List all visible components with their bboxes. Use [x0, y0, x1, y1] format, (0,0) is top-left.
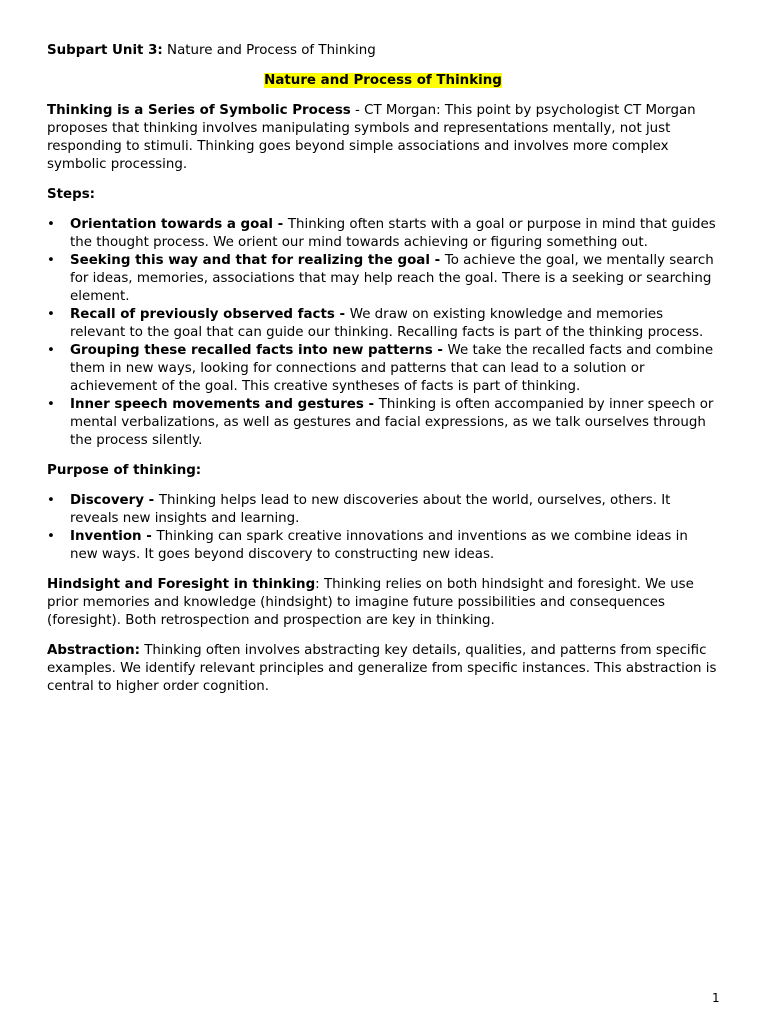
- page-number: 1: [712, 991, 720, 1005]
- hindsight-heading: Hindsight and Foresight in thinking: [47, 577, 316, 592]
- item-desc: Thinking often starts with a goal or purpose in mind that guides the thought process. We orient our mind towards achieving or figuring something out.: [70, 217, 716, 250]
- purpose-heading: Purpose of thinking:: [47, 463, 202, 478]
- bullet-icon: •: [47, 307, 55, 322]
- item-desc: We draw on existing knowledge and memories relevant to the goal that can guide our thinking. Recalling facts is part of the thinking process.: [70, 307, 704, 340]
- item-term: Recall of previously observed facts -: [70, 307, 350, 322]
- item-term: Discovery -: [70, 493, 159, 508]
- item-term: Grouping these recalled facts into new patterns -: [70, 343, 448, 358]
- intro-heading: Thinking is a Series of Symbolic Process: [47, 103, 351, 118]
- bullet-icon: •: [47, 493, 55, 508]
- bullet-icon: •: [47, 217, 55, 232]
- item-desc: To achieve the goal, we mentally search for ideas, memories, associations that may help reach the goal. There is a seeking or searching element.: [70, 253, 714, 304]
- document-page: [47, 42, 719, 708]
- bullet-icon: •: [47, 343, 55, 358]
- bullet-icon: •: [47, 253, 55, 268]
- bullet-icon: •: [47, 529, 55, 544]
- subpart-header: [47, 42, 719, 60]
- abstraction-paragraph: [47, 642, 719, 696]
- intro-text: - CT Morgan: This point by psychologist CT Morgan proposes that thinking involves manipulating symbols and representations mentally, not just responding to stimuli. Thinking goes beyond simple associations and involves more complex symbolic processing.: [47, 103, 696, 172]
- hindsight-text: : Thinking relies on both hindsight and foresight. We use prior memories and knowledge (hindsight) to imagine future possibilities and consequences (foresight). Both retrospection and prospection are key in thinking.: [47, 577, 694, 628]
- steps-list: [47, 216, 719, 450]
- list-item: [47, 216, 719, 252]
- list-item: [47, 306, 719, 342]
- list-item: [47, 396, 719, 450]
- bullet-icon: •: [47, 397, 55, 412]
- intro-paragraph: [47, 102, 719, 174]
- list-item: [47, 528, 719, 564]
- hindsight-paragraph: [47, 576, 719, 630]
- item-desc: Thinking is often accompanied by inner speech or mental verbalizations, as well as gestures and facial expressions, as we talk ourselves through the process silently.: [70, 397, 714, 448]
- list-item: [47, 252, 719, 306]
- item-term: Inner speech movements and gestures -: [70, 397, 379, 412]
- item-term: Invention -: [70, 529, 157, 544]
- item-desc: Thinking helps lead to new discoveries about the world, ourselves, others. It reveals new insights and learning.: [70, 493, 671, 526]
- subpart-label: Subpart Unit 3:: [47, 43, 163, 58]
- item-term: Seeking this way and that for realizing the goal -: [70, 253, 445, 268]
- item-desc: Thinking can spark creative innovations and inventions as we combine ideas in new ways. It goes beyond discovery to constructing new ideas.: [70, 529, 688, 562]
- purpose-list: [47, 492, 719, 564]
- abstraction-text: Thinking often involves abstracting key details, qualities, and patterns from specific examples. We identify relevant principles and generalize from specific instances. This abstraction is central to higher order cognition.: [47, 643, 717, 694]
- item-desc: We take the recalled facts and combine them in new ways, looking for connections and patterns that can lead to a solution or achievement of the goal. This creative syntheses of facts is part of thinking.: [70, 343, 714, 394]
- item-term: Orientation towards a goal -: [70, 217, 288, 232]
- title-line: [47, 72, 719, 90]
- steps-heading: Steps:: [47, 187, 96, 202]
- page-title: Nature and Process of Thinking: [264, 73, 502, 88]
- list-item: [47, 492, 719, 528]
- abstraction-heading: Abstraction:: [47, 643, 140, 658]
- subpart-text: Nature and Process of Thinking: [162, 43, 376, 58]
- list-item: [47, 342, 719, 396]
